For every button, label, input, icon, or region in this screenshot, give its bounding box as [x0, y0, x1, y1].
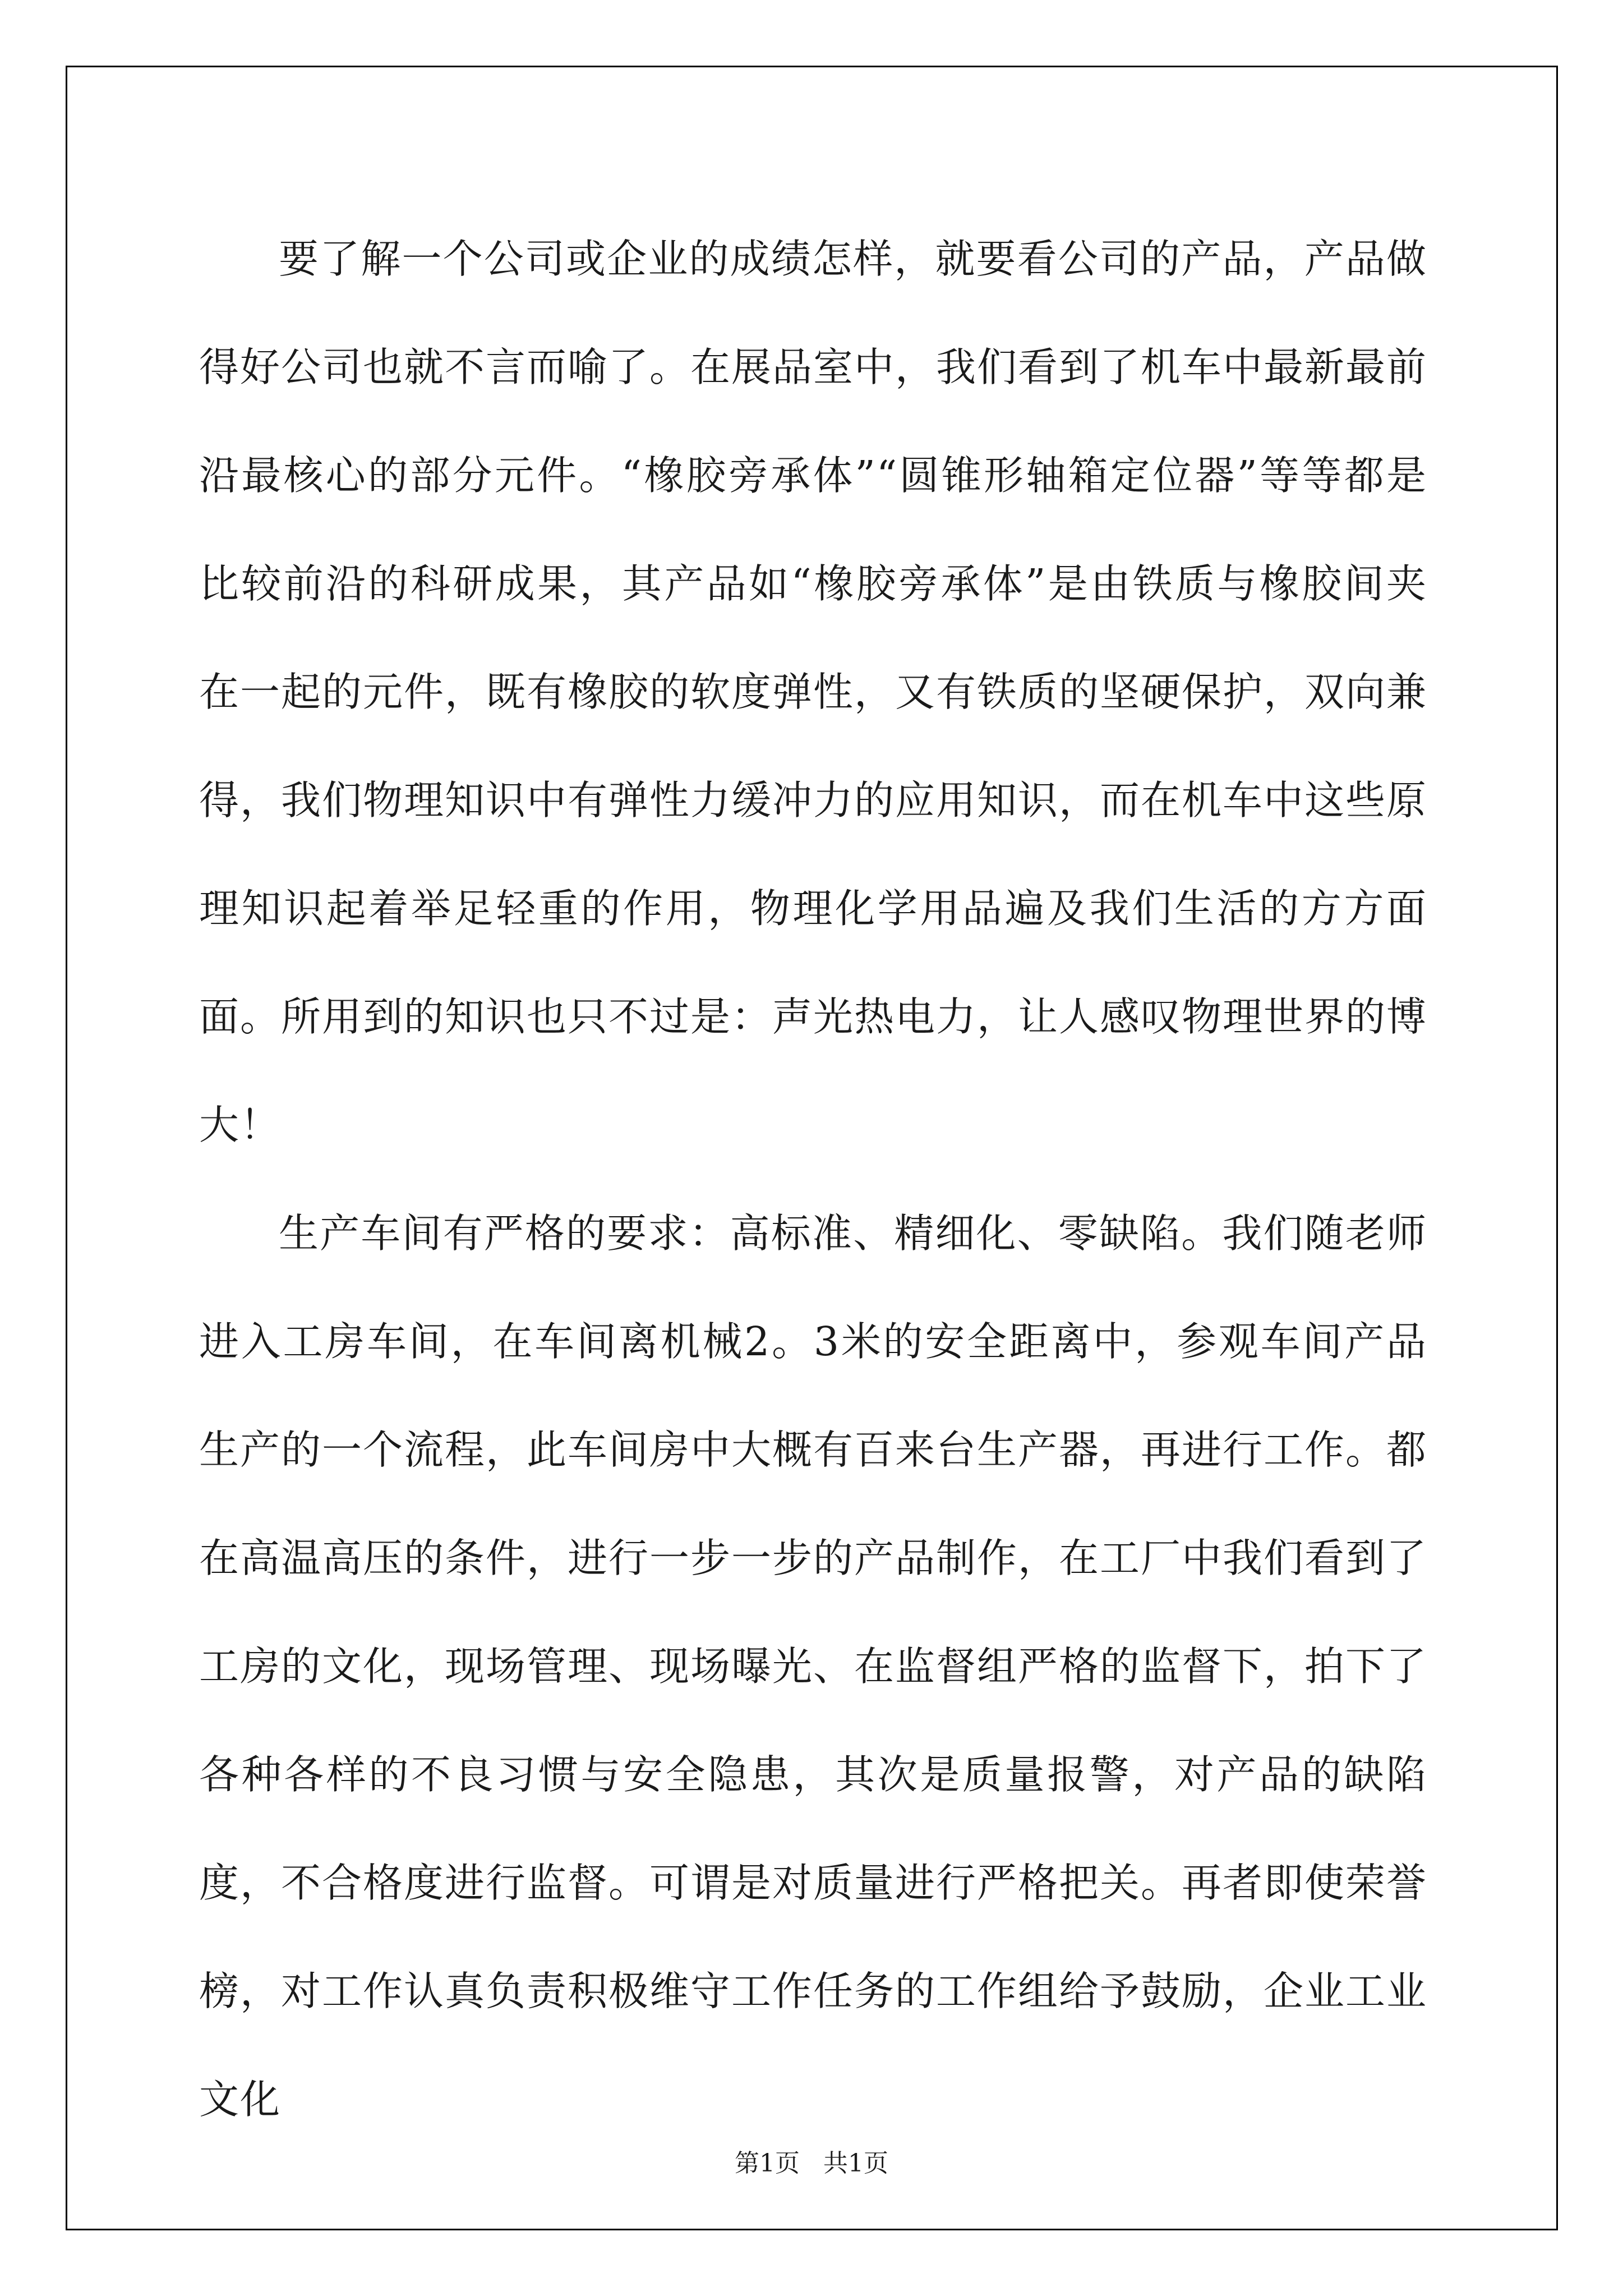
document-body	[199, 205, 1427, 2154]
paragraph: 要了解一个公司或企业的成绩怎样，就要看公司的产品，产品做得好公司也就不言而喻了。在展品室中，我们看到了机车中最新最前沿最核心的部分元件。“橡胶旁承体”“圆锥形轴箱定位器”等等都是比较前沿的科研成果，其产品如“橡胶旁承体”是由铁质与橡胶间夹在一起的元件，既有橡胶的软度弹性，又有铁质的坚硬保护，双向兼得，我们物理知识中有弹性力缓冲力的应用知识，而在机车中这些原理知识起着举足轻重的作用，物理化学用品遍及我们生活的方方面面。所用到的知识也只不过是：声光热电力，让人感叹物理世界的博大！	[199, 236, 1428, 1148]
page-number-total: 共1页	[823, 2149, 888, 2178]
page-footer	[0, 2143, 1623, 2179]
page-number-current: 第1页	[735, 2149, 800, 2178]
paragraph: 生产车间有严格的要求：高标准、精细化、零缺陷。我们随老师进入工房车间，在车间离机械2。3米的安全距离中，参观车间产品生产的一个流程，此车间房中大概有百来台生产器，再进行工作。都在高温高压的条件，进行一步一步的产品制作，在工厂中我们看到了工房的文化，现场管理、现场曝光、在监督组严格的监督下，拍下了各种各样的不良习惯与安全隐患，其次是质量报警，对产品的缺陷度，不合格度进行监督。可谓是对质量进行严格把关。再者即使荣誉榜，对工作认真负责积极维守工作任务的工作组给予鼓励，企业工业文化	[199, 1210, 1428, 2123]
